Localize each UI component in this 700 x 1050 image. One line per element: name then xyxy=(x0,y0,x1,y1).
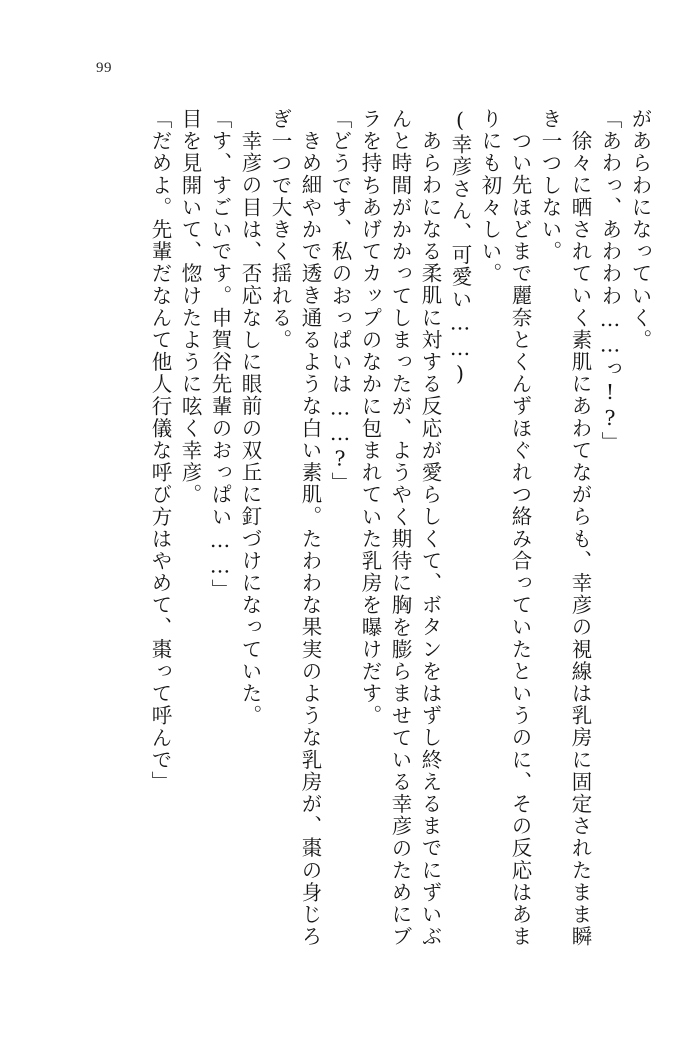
page-number: 99 xyxy=(96,60,112,76)
text-line: 「す、すごいです。申賀谷先輩のおっぱい……」 xyxy=(208,108,232,602)
text-line: 「あわっ、あわわわ……っ!?」 xyxy=(598,108,622,454)
text-line: つい先ほどまで麗奈とくんずほぐれつ絡み合っていたというのに、その反応はあま xyxy=(508,130,532,948)
text-line: りにも初々しい。 xyxy=(478,108,502,285)
text-line: (幸彦さん、可愛い……) xyxy=(448,108,472,388)
text-line: 「だめよ。先輩だなんて他人行儀な呼び方はやめて、棗って呼んで」 xyxy=(148,108,172,794)
text-line: があらわになっていく。 xyxy=(628,108,652,352)
text-line: きめ細やかで透き通るような白い素肌。たわわな果実のような乳房が、棗の身じろ xyxy=(298,130,322,948)
text-line: ラを持ちあげてカップのなかに包まれていた乳房を曝けだす。 xyxy=(358,108,382,727)
text-line: あらわになる柔肌に対する反応が愛らしくて、ボタンをはずし終えるまでにずいぶ xyxy=(418,130,442,948)
text-line: 徐々に晒されていく素肌にあわてながらも、幸彦の視線は乳房に固定されたまま瞬 xyxy=(568,130,592,948)
text-line: 幸彦の目は、否応なしに眼前の双丘に釘づけになっていた。 xyxy=(238,130,262,727)
text-line: き一つしない。 xyxy=(538,108,562,263)
text-line: ぎ一つで大きく揺れる。 xyxy=(268,108,292,352)
text-line: 目を見開いて、惚けたように呟く幸彦。 xyxy=(178,108,202,506)
text-line: 「どうです、私のおっぱいは……?」 xyxy=(328,108,352,495)
vertical-text-body xyxy=(60,108,652,948)
text-line: んと時間がかかってしまったが、ようやく期待に胸を膨らませている幸彦のためにブ xyxy=(388,108,412,948)
